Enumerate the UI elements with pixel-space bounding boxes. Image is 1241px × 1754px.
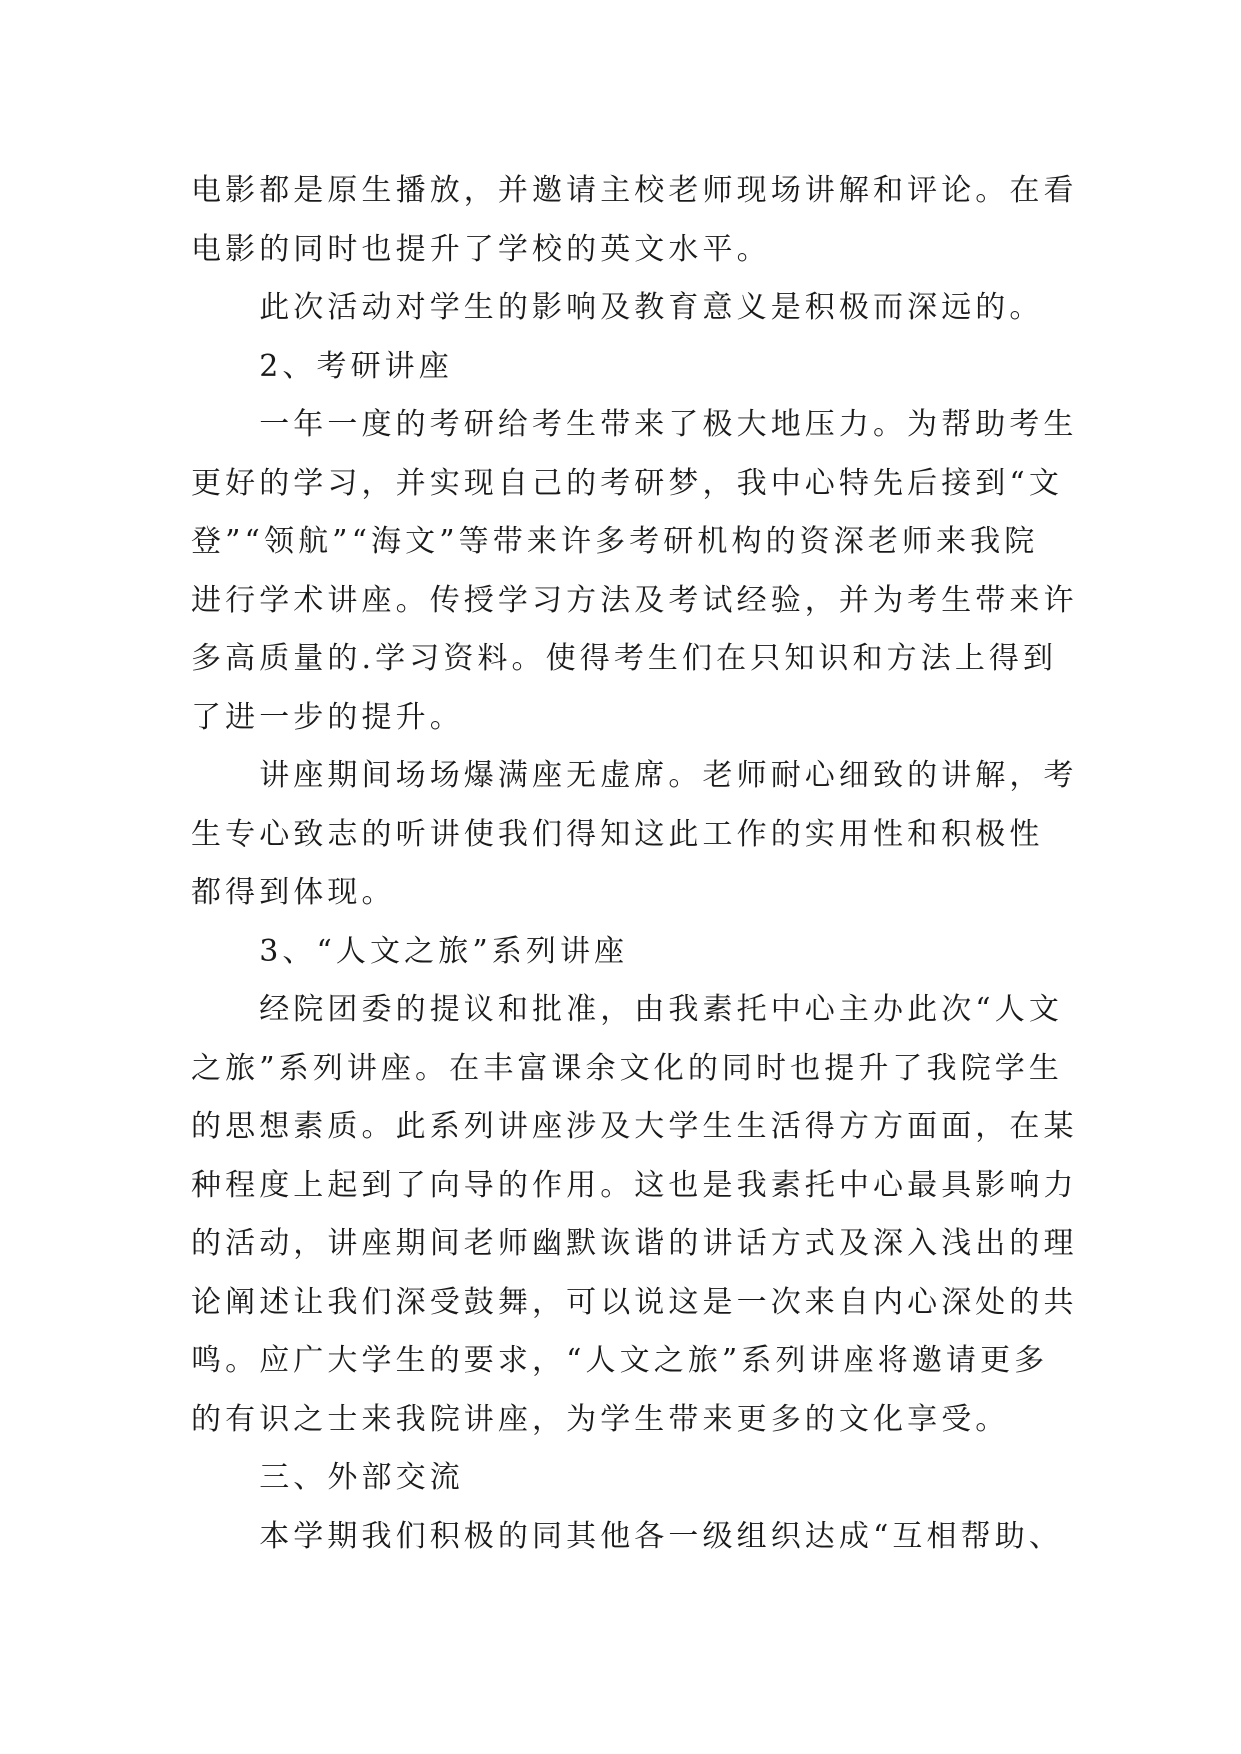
section-heading: 3、“人文之旅”系列讲座 — [191, 933, 629, 969]
text-line: 的思想素质。此系列讲座涉及大学生生活得方方面面，在某 — [191, 1109, 1078, 1144]
text-line: 本学期我们积极的同其他各一级组织达成“互相帮助、 — [191, 1518, 1063, 1554]
text-line: 论阐述让我们深受鼓舞，可以说这是一次来自内心深处的共 — [191, 1284, 1078, 1320]
text-line: 进行学术讲座。传授学习方法及考试经验，并为考生带来许 — [191, 582, 1078, 618]
text-line: 经院团委的提议和批准，由我素托中心主办此次“人文 — [191, 992, 1063, 1027]
text-line: 了进一步的提升。 — [191, 699, 464, 735]
text-line: 此次活动对学生的影响及教育意义是积极而深远的。 — [191, 290, 1044, 325]
text-line: 的有识之士来我院讲座，为学生带来更多的文化享受。 — [191, 1401, 1010, 1437]
text-line: 讲座期间场场爆满座无虚席。老师耐心细致的讲解，考 — [191, 758, 1078, 793]
text-line: 鸣。应广大学生的要求，“人文之旅”系列讲座将邀请更多 — [191, 1343, 1049, 1378]
text-line: 电影都是原生播放，并邀请主校老师现场讲解和评论。在看 — [191, 173, 1078, 208]
text-line: 种程度上起到了向导的作用。这也是我素托中心最具影响力 — [191, 1167, 1078, 1203]
text-line: 之旅”系列讲座。在丰富课余文化的同时也提升了我院学生 — [191, 1050, 1063, 1086]
text-line: 生专心致志的听讲使我们得知这此工作的实用性和积极性 — [191, 816, 1044, 852]
text-line: 更好的学习，并实现自己的考研梦，我中心特先后接到“文 — [191, 465, 1063, 501]
text-line: 都得到体现。 — [191, 875, 396, 910]
text-line: 多高质量的.学习资料。使得考生们在只知识和方法上得到 — [191, 641, 1058, 676]
section-heading: 三、外部交流 — [191, 1460, 464, 1495]
text-line: 登”“领航”“海文”等带来许多考研机构的资深老师来我院 — [191, 524, 1039, 559]
text-line: 一年一度的考研给考生带来了极大地压力。为帮助考生 — [191, 407, 1078, 442]
text-line: 的活动，讲座期间老师幽默诙谐的讲话方式及深入浅出的理 — [191, 1226, 1078, 1261]
document-body — [191, 162, 1078, 1566]
section-heading: 2、考研讲座 — [191, 348, 453, 384]
text-line: 电影的同时也提升了学校的英文水平。 — [191, 231, 771, 267]
